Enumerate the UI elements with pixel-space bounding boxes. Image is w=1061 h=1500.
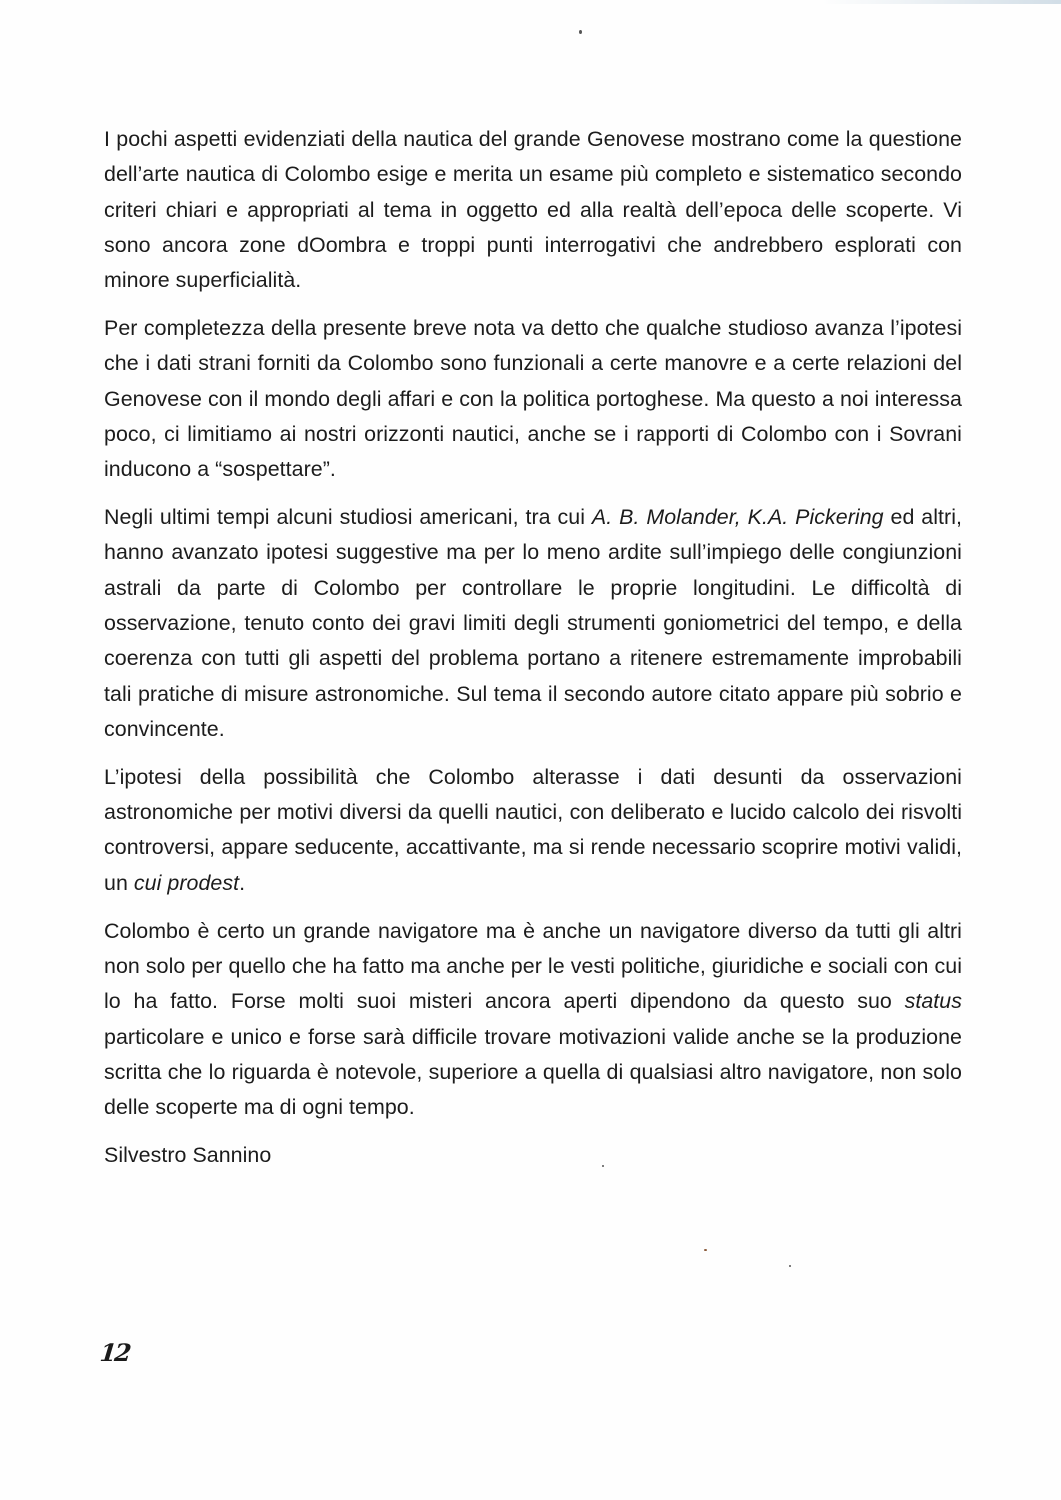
scan-speck	[704, 1249, 707, 1251]
paragraph-1	[104, 122, 962, 298]
scan-speck	[789, 1265, 791, 1267]
paragraph-4	[104, 760, 962, 901]
scan-speck	[579, 30, 582, 34]
scan-edge-mark	[821, 0, 1061, 4]
paragraph-text: I pochi aspetti evidenziati della nautica del grande Genovese mostrano come la questione dell’arte nautica di Colombo esige e merita un esame più completo e sistematico secondo criteri chiari e appropriati al tema in oggetto ed alla realtà dell’epoca delle scoperte. Vi sono ancora zone dOombra e troppi punti interrogativi che andrebbero esplorati con minore superficialità.	[104, 127, 962, 293]
paragraph-3	[104, 500, 962, 747]
document-body	[104, 122, 962, 1186]
author-signature: Silvestro Sannino	[104, 1142, 272, 1167]
paragraph-text: Per completezza della presente breve nota va detto che qualche studioso avanza l’ipotesi che i dati strani forniti da Colombo sono funzionali a certe manovre e a certe relazioni del Genovese con il mondo degli affari e con la politica portoghese. Ma questo a noi interessa poco, ci limitiamo ai nostri orizzonti nautici, anche se i rapporti di Colombo con i Sovrani inducono a “sospettare”.	[104, 316, 962, 482]
paragraph-text: ed altri, hanno avanzato ipotesi suggestive ma per lo meno ardite sull’impiego delle congiunzioni astrali da parte di Colombo per controllare le proprie longitudini. Le difficoltà di osservazione, tenuto conto dei gravi limiti degli strumenti goniometrici del tempo, e della coerenza con tutti gli aspetti del problema portano a ritenere estremamente improbabili tali pratiche di misure astronomiche. Sul tema il secondo autore citato appare più sobrio e convincente.	[104, 505, 963, 741]
italic-text: cui prodest	[133, 870, 240, 895]
paragraph-text: particolare e unico e forse sarà difficile trovare motivazioni valide anche se la produzione scritta che lo riguarda è notevole, superiore a quella di qualsiasi altro navigatore, non solo delle scoperte ma di ogni tempo.	[104, 1024, 962, 1120]
italic-text: A. B. Molander, K.A. Pickering	[591, 505, 884, 530]
paragraph-2	[104, 311, 962, 487]
paragraph-text: Negli ultimi tempi alcuni studiosi americani, tra cui	[104, 505, 592, 530]
paragraph-5	[104, 914, 962, 1126]
paragraph-text: .	[239, 870, 246, 895]
paragraph-text: L’ipotesi della possibilità che Colombo alterasse i dati desunti da osservazioni astronomiche per motivi diversi da quelli nautici, con deliberato e lucido calcolo dei risvolti controversi, appare seducente, accattivante, ma si rende necessario scoprire motivi validi, un	[104, 764, 962, 895]
page-number: 12	[98, 1338, 131, 1367]
paragraph-text: Colombo è certo un grande navigatore ma è anche un navigatore diverso da tutti gli altri non solo per quello che ha fatto ma anche per le vesti politiche, giuridiche e sociali con cui lo ha fatto. Forse molti suoi misteri ancora aperti dipendono da questo suo	[104, 918, 962, 1014]
italic-text: status	[904, 989, 962, 1014]
